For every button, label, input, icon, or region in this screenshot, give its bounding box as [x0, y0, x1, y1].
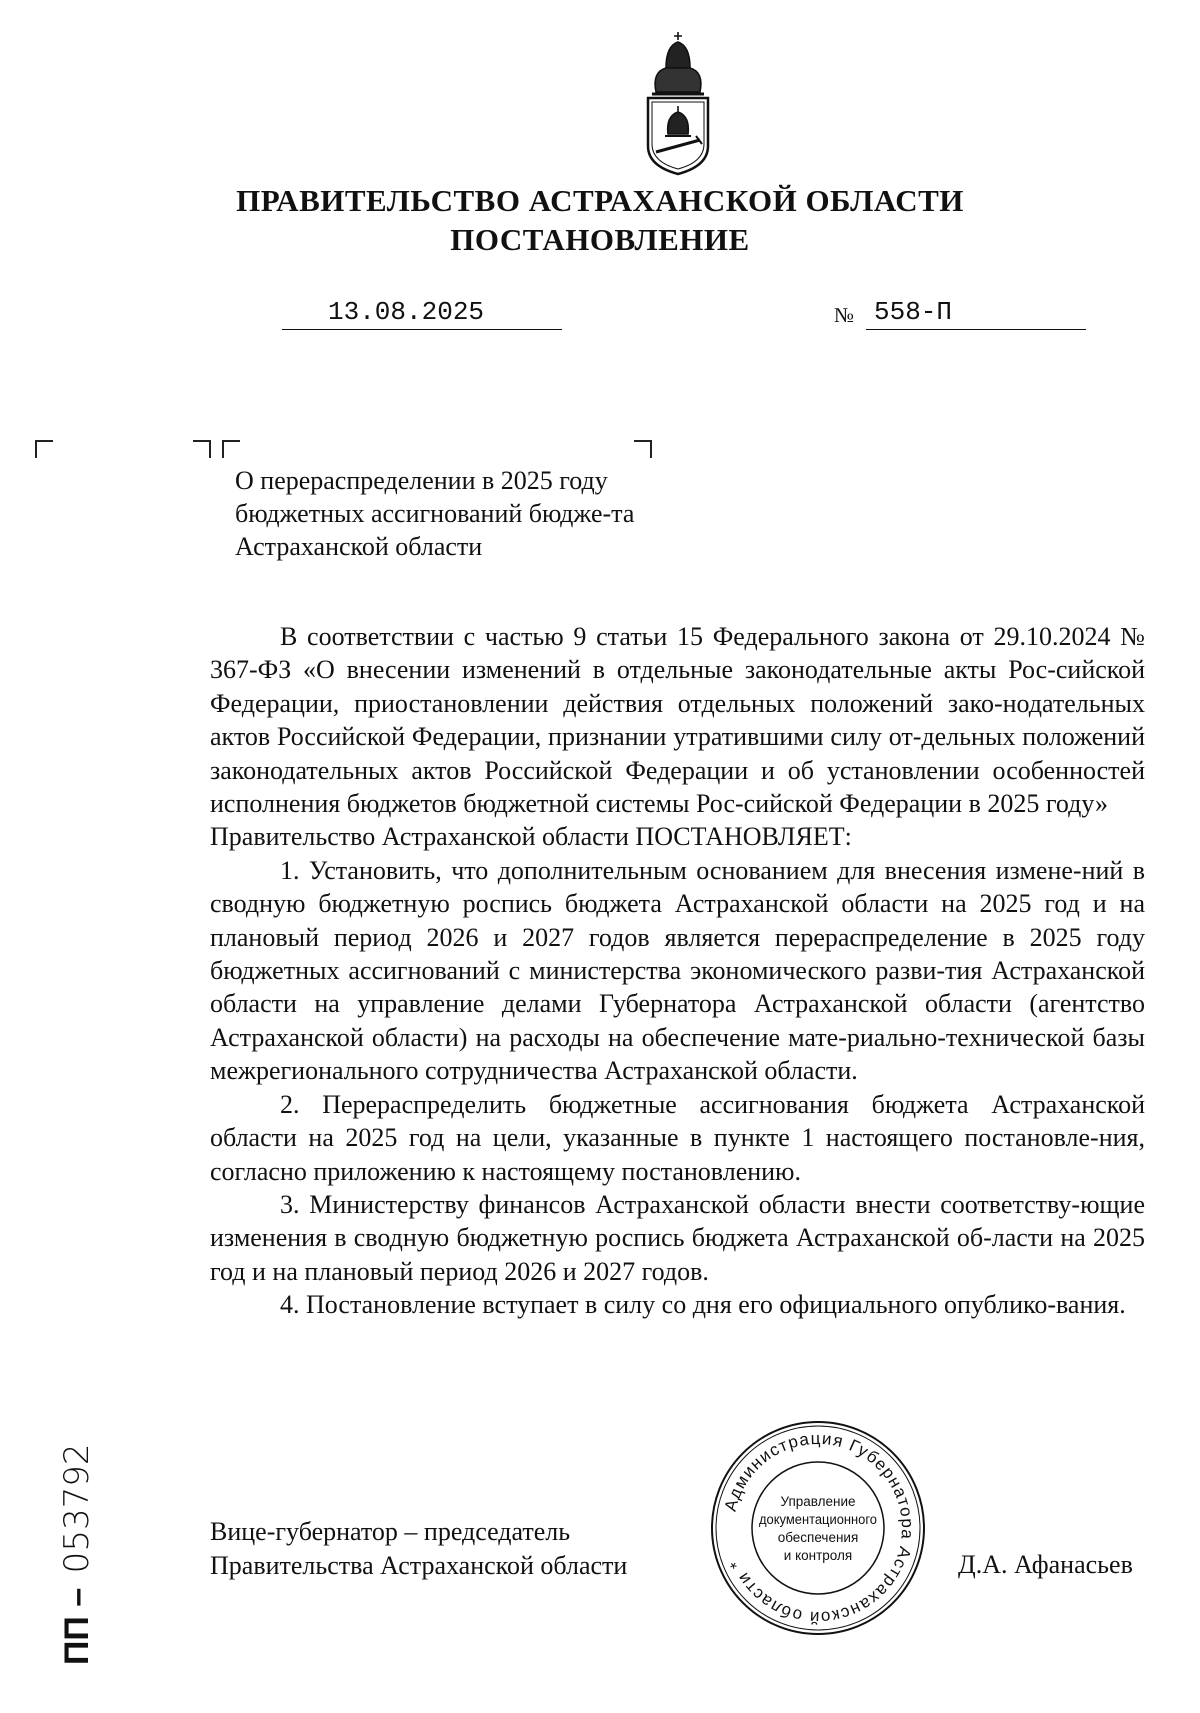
serial-prefix: ПП – [58, 1587, 96, 1665]
clause-2: 2. Перераспределить бюджетные ассигнования бюджета Астраханской области на 2025 год на цели, указанные в пункте 1 настоящего постановле-ния, согласно приложению к настоящему постановлению. [210, 1089, 1145, 1186]
coat-of-arms-emblem [638, 28, 718, 178]
clause-1: 1. Установить, что дополнительным основанием для внесения измене-ний в сводную бюджетную роспись бюджета Астраханской области на 2025 год и на плановый период 2026 и 2027 годов является перераспределение в 2025 году бюджетных ассигнований с министерства экономического разви-тия Астраханской области на управление делами Губернатора Астраханской области (агентство Астраханской области) на расходы на обеспечение мате-риально-технической базы межрегионального сотрудничества Астраханской области. [210, 855, 1145, 1086]
blank-serial-number [30, 1370, 110, 1670]
serial-number: 053792 [57, 1443, 97, 1574]
preamble-paragraph: В соответствии с частью 9 статьи 15 Федерального закона от 29.10.2024 № 367-ФЗ «О внесении изменений в отдельные законодательные акты Рос-сийской Федерации, приостановлении действия отдельных положений зако-нодательных актов Российской Федерации, признании утратившими силу от-дельных положений законодательных актов Российской Федерации и об установлении особенностей исполнения бюджетов бюджетной системы Рос-сийской Федерации в 2025 году» [210, 622, 1145, 819]
stamp-center-line-3: обеспечения [777, 1530, 859, 1545]
document-body [210, 620, 1145, 1322]
document-number: 558-П [866, 297, 1086, 330]
svg-text:ПП – 053792 [57, 1444, 97, 1665]
document-date: 13.08.2025 [282, 297, 562, 330]
clause-3: 3. Министерству финансов Астраханской области внести соответству-ющие изменения в сводную бюджетную роспись бюджета Астраханской об-ласти на 2025 год и на плановый период 2026 и 2027 годов. [210, 1189, 1145, 1286]
signatory-name: Д.А. Афанасьев [958, 1550, 1133, 1579]
stamp-center-line-4: и контроля [783, 1548, 853, 1563]
corner-mark [193, 440, 211, 458]
signatory-position-line-1: Вице-губернатор – председатель [210, 1517, 571, 1546]
document-type-title: ПОСТАНОВЛЕНИЕ [450, 222, 750, 257]
corner-mark [634, 440, 652, 458]
corner-mark [35, 440, 53, 458]
organization-title: ПРАВИТЕЛЬСТВО АСТРАХАНСКОЙ ОБЛАСТИ [236, 183, 964, 218]
stamp-center-line-1: Управление [780, 1494, 856, 1509]
document-subject: О перераспределении в 2025 году бюджетных ассигнований бюдже-та Астраханской области [235, 466, 635, 561]
corner-mark [222, 440, 240, 458]
signatory-position-line-2: Правительства Астраханской области [210, 1551, 628, 1580]
svg-text:Администрация Губернатора Астр [721, 1429, 917, 1627]
signatory-position [210, 1515, 627, 1583]
number-sign: № [834, 303, 855, 327]
stamp-ring-text: Администрация Губернатора Астраханской области * [720, 1428, 918, 1628]
resolves-line: Правительство Астраханской области ПОСТАНОВЛЯЕТ: [210, 822, 852, 852]
clause-4: 4. Постановление вступает в силу со дня его официального опублико-вания. [280, 1290, 1126, 1320]
stamp-center-line-2: документационного [759, 1512, 877, 1527]
official-round-stamp [708, 1418, 928, 1638]
